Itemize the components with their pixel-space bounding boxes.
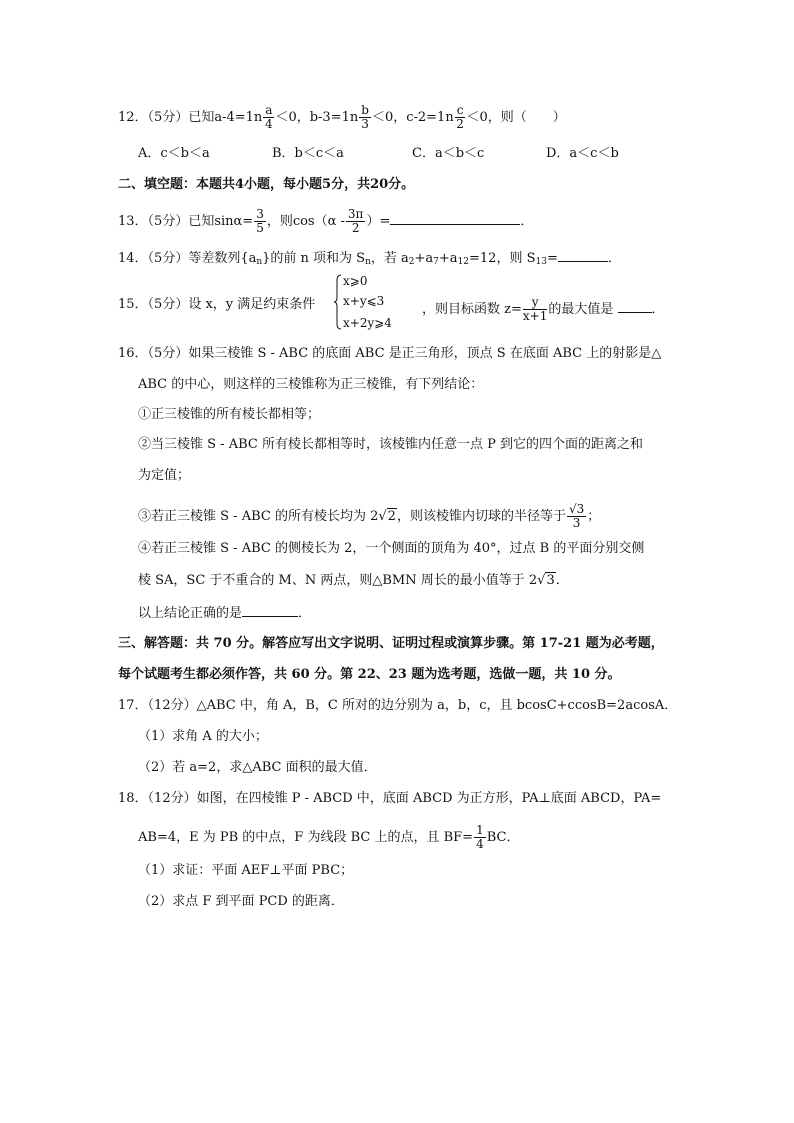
answer-blank-13 — [390, 212, 520, 225]
question-16-statement-4a: ④若正三棱锥 S - ABC 的侧棱长为 2，一个侧面的顶角为 40°，过点 B 的平面分别交侧 — [138, 541, 645, 556]
question-12: 12．（5分）已知a-4=1n $\frac{a}{4}$ ＜0，b-3=1n $\frac{b}{3}$ ＜0，c-2=1n $\frac{c}{2}$ ＜0，则（ ） — [118, 103, 566, 131]
question-18-line-2: AB=4，E 为 PB 的中点，F 为线段 BC 上的点，且 BF= $\frac{1}{4}$ BC． — [138, 823, 520, 851]
fraction-b-over-3: $\frac{b}{3}$ — [361, 103, 369, 131]
question-18-part-1: （1）求证：平面 AEF⊥平面 PBC； — [138, 863, 354, 878]
constraint-system — [334, 274, 424, 332]
question-16-statement-2b: 为定值； — [138, 468, 191, 483]
question-16-statement-1: ①正三棱锥的所有棱长都相等； — [138, 407, 321, 422]
section-3-heading-line-2: 每个试题考生都必须作答，共 60 分。第 22、23 题为选考题，选做一题，共 10 分。 — [118, 667, 621, 682]
question-17-part-1: （1）求角 A 的大小； — [138, 729, 268, 744]
constraint-1: x⩾0 — [343, 274, 368, 288]
fraction-c-over-2: $\frac{c}{2}$ — [456, 103, 464, 131]
question-16-statement-4b: 棱 SA，SC 于不重合的 M、N 两点，则△BMN 周长的最小值等于 2√3． — [138, 573, 569, 588]
question-17-part-2: （2）若 a=2，求△ABC 面积的最大值． — [138, 760, 377, 775]
question-16-line-1: 16．（5分）如果三棱锥 S - ABC 的底面 ABC 是正三角形，顶点 S 在底面 ABC 上的射影是△ — [118, 346, 662, 361]
q12-option-d: D．a＜c＜b — [546, 146, 619, 161]
q12-option-b: B．b＜c＜a — [272, 146, 344, 161]
q12-option-a: A．c＜b＜a — [138, 146, 210, 161]
fraction-1-over-4: $\frac{1}{4}$ — [476, 823, 484, 851]
answer-blank-14 — [558, 249, 608, 262]
question-16-answer-line: 以上结论正确的是 ． — [138, 606, 312, 621]
answer-blank-15 — [618, 300, 652, 313]
constraint-3: x+2y⩾4 — [343, 316, 392, 330]
fraction-a-over-4: $\frac{a}{4}$ — [265, 103, 273, 131]
sqrt-3: √3 — [537, 573, 555, 588]
answer-blank-16 — [242, 604, 298, 617]
question-14: 14．（5分）等差数列$\{a_n\}$的前 n 项和为 $S_n$，若 $a_2+a_7+a_{12}=12$，则 $S_{13}=$ ． — [118, 251, 621, 267]
question-18-part-2: （2）求点 F 到平面 PCD 的距离． — [138, 894, 344, 909]
question-15-objective: ，则目标函数 z= $\frac{y}{x+1}$ 的最大值是 ． — [422, 295, 665, 323]
section-2-heading: 二、填空题：本题共4小题，每小题5分，共20分。 — [118, 177, 415, 192]
fraction-y-over-x-plus-1: $\frac{y}{x+1}$ — [522, 295, 548, 323]
left-brace-icon — [334, 274, 342, 330]
question-16-line-2: ABC 的中心，则这样的三棱锥称为正三棱锥，有下列结论： — [138, 377, 484, 392]
section-3-heading-line-1: 三、解答题：共 70 分。解答应写出文字说明、证明过程或演算步骤。第 17-21 题为必考题， — [118, 636, 664, 651]
question-17: 17．（12分）△ABC 中，角 A，B，C 所对的边分别为 a，b，c，且 bcosC+ccosB=2acosA． — [118, 698, 678, 713]
fraction-3pi-over-2: $\frac{3\pi}{2}$ — [347, 207, 364, 235]
question-13: 13．（5分）已知sinα= $\frac{3}{5}$ ，则cos（α - $\frac{3\pi}{2}$ ）= ． — [118, 207, 534, 235]
sqrt-2: √2 — [378, 509, 396, 524]
question-16-statement-3: ③若正三棱锥 S - ABC 的所有棱长均为 2√2，则该棱锥内切球的半径等于 $\frac{√3}{3}$ ； — [138, 502, 601, 530]
question-15-prefix: 15．（5分）设 x，y 满足约束条件 — [118, 297, 316, 312]
q12-option-c: C．a＜b＜c — [412, 146, 485, 161]
fraction-sqrt3-over-3: $\frac{√3}{3}$ — [568, 502, 585, 530]
question-18-line-1: 18．（12分）如图，在四棱锥 P - ABCD 中，底面 ABCD 为正方形，PA⊥底面 ABCD，PA= — [118, 791, 662, 806]
question-16-statement-2a: ②当三棱锥 S - ABC 所有棱长都相等时，该棱锥内任意一点 P 到它的四个面的距离之和 — [138, 437, 643, 452]
fraction-3-over-5: $\frac{3}{5}$ — [256, 207, 264, 235]
constraint-2: x+y⩽3 — [343, 294, 385, 308]
